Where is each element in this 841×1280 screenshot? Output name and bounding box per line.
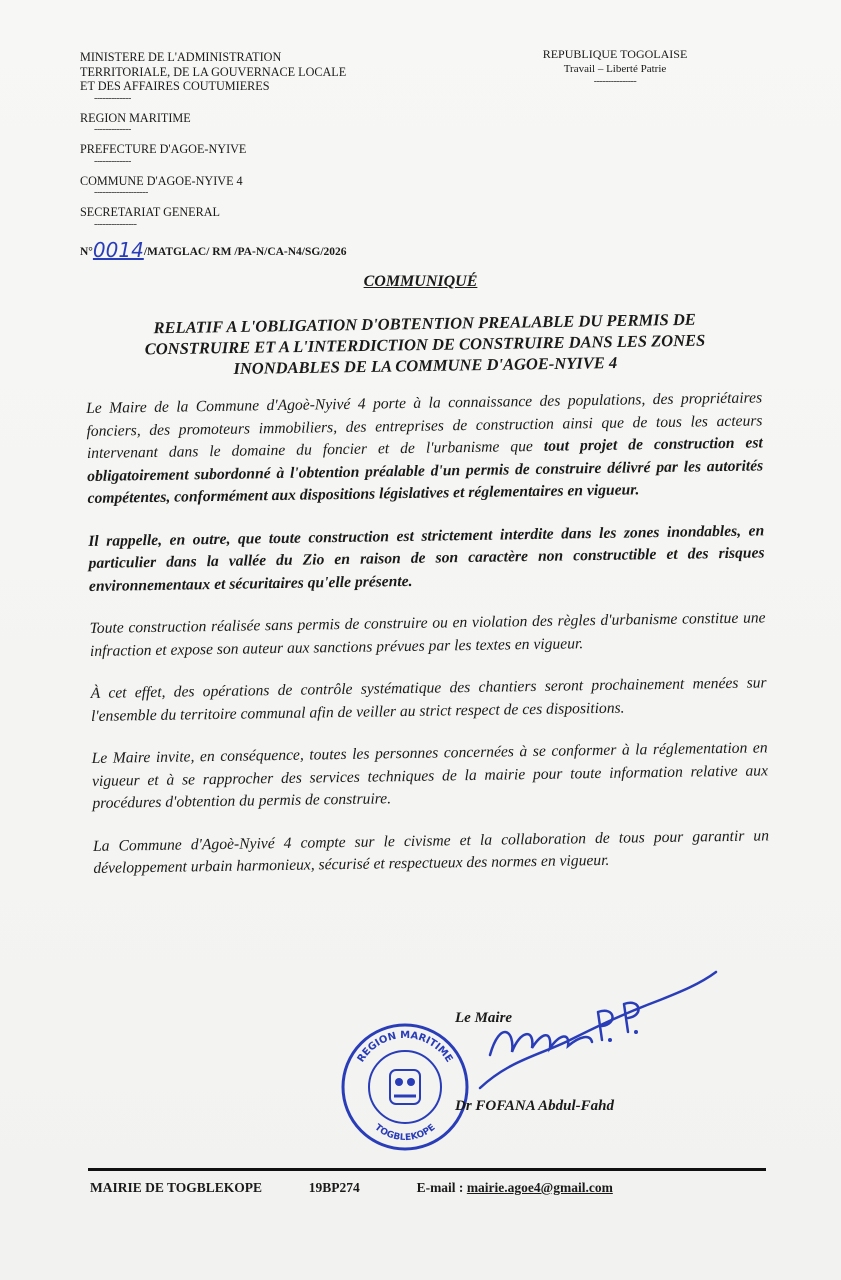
paragraph-4: À cet effet, des opérations de contrôle systématique des chantiers seront prochainement menées sur l'ensemble du territoire communal afin de veiller au strict respect de ces dispositions.	[90, 674, 767, 725]
footer-postal-box: 19BP274	[308, 1180, 360, 1195]
separator: -------------------	[94, 187, 148, 198]
footer-mairie: MAIRIE DE TOGBLEKOPE	[90, 1180, 263, 1195]
subject-line-1: RELATIF A L'OBLIGATION D'OBTENTION PREALABLE DU PERMIS DE	[153, 309, 696, 338]
paragraph-2-text: Il rappelle, en outre, que toute construction est strictement interdite dans les zones inondables, en particulier dans la vallée du Zio en raison de son caractère non constructible et des risques environnementaux et sécuritaires qu'elle présente.	[88, 521, 765, 595]
separator: ---------------	[593, 76, 637, 87]
reference-number	[80, 238, 347, 262]
separator: -------------	[94, 92, 131, 104]
reference-code: /MATGLAC/ RM /PA-N/CA-N4/SG/2026	[143, 246, 347, 258]
secretariat-line: SECRETARIAT GENERAL	[80, 205, 220, 219]
footer-email-link[interactable]: mairie.agoe4@gmail.com	[466, 1180, 613, 1195]
paragraph-1	[86, 387, 764, 510]
separator: -------------	[94, 124, 131, 135]
document-subject	[80, 308, 771, 382]
svg-text:TOGBLEKOPE: TOGBLEKOPE	[372, 1122, 438, 1144]
issuing-authority-header	[80, 50, 400, 229]
republic-header	[515, 47, 715, 86]
paragraph-1-emphasis: tout projet de construction est obligatoirement subordonné à l'obtention préalable d'un permis de construire délivré par les autorités compétentes, conformément aux dispositions législatives et réglementaires en vigueur.	[87, 434, 764, 507]
footer-divider	[88, 1168, 766, 1171]
paragraph-1-text: Le Maire de la Commune d'Agoè-Nyivé 4 porte à la connaissance des populations, des propriétaires fonciers, des promoteurs immobiliers, des entreprises de construction ainsi que de tous les acteurs intervenant dans le domaine du foncier et de l'urbanisme que	[86, 389, 763, 462]
footer-email-label: E-mail :	[416, 1180, 464, 1195]
svg-text:REGION MARITIME: REGION MARITIME	[355, 1029, 455, 1065]
commune-line: COMMUNE D'AGOE-NYIVE 4	[80, 173, 243, 188]
footer-contact	[90, 1180, 613, 1196]
ministry-line-1: MINISTERE DE L'ADMINISTRATION	[80, 50, 282, 64]
signatory-title: Le Maire	[455, 1010, 513, 1026]
handwritten-reference-number: 0014	[92, 238, 144, 262]
paragraph-2	[88, 520, 765, 598]
signatory-name: Dr FOFANA Abdul-Fahd	[455, 1098, 614, 1114]
ministry-line-2: TERRITORIALE, DE LA GOUVERNACE LOCALE	[80, 64, 347, 79]
national-motto: Travail – Liberté Patrie	[563, 63, 667, 75]
communique-body	[86, 387, 770, 900]
handwritten-signature-icon	[420, 960, 720, 1100]
republic-name: REPUBLIQUE TOGOLAISE	[542, 47, 688, 61]
paragraph-5: Le Maire invite, en conséquence, toutes les personnes concernées à se conformer à la réglementation en vigueur et à se rapprocher des services techniques de la mairie pour toute information relative aux procédures d'obtention du permis de construire.	[91, 739, 769, 812]
separator: -------------	[94, 155, 131, 167]
prefecture-line: PREFECTURE D'AGOE-NYIVE	[80, 142, 247, 156]
ministry-line-3: ET DES AFFAIRES COUTUMIERES	[80, 79, 270, 93]
separator: ---------------	[94, 218, 137, 230]
subject-line-3: INONDABLES DE LA COMMUNE D'AGOE-NYIVE 4	[233, 352, 618, 379]
document-title: COMMUNIQUÉ	[363, 273, 478, 290]
subject-line-2: CONSTRUIRE ET A L'INTERDICTION DE CONSTRUIRE DANS LES ZONES	[144, 330, 706, 359]
paragraph-3: Toute construction réalisée sans permis de construire ou en violation des règles d'urbanisme constitue une infraction et expose son auteur aux sanctions prévues par les textes en vigueur.	[89, 609, 766, 660]
reference-prefix: N°	[80, 246, 93, 258]
region-line: REGION MARITIME	[80, 110, 191, 125]
paragraph-6: La Commune d'Agoè-Nyivé 4 compte sur le civisme et la collaboration de tous pour garantir un développement urbain harmonieux, sécurisé et respectueux des normes en vigueur.	[92, 826, 770, 877]
